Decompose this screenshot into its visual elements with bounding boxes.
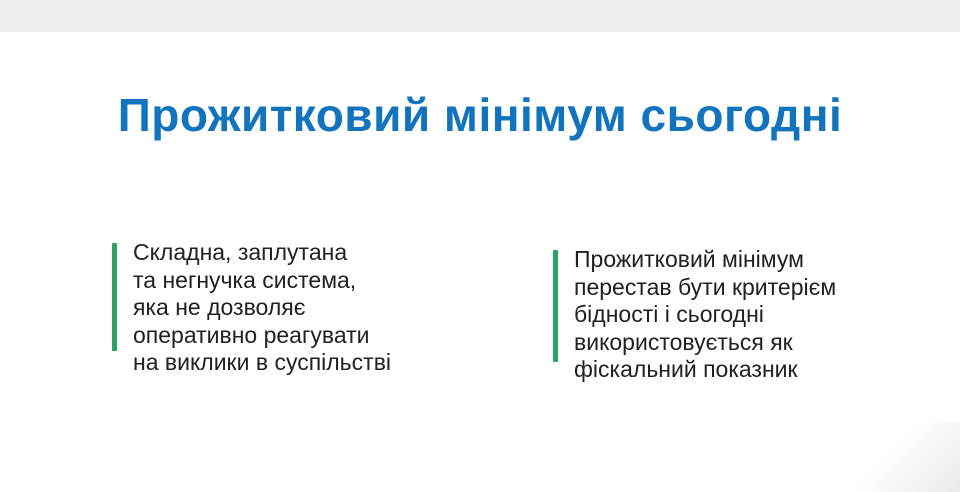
- quote-line: оперативно реагувати: [133, 321, 370, 348]
- quote-block-right: [553, 246, 836, 384]
- quote-line: фіскальний показник: [574, 356, 798, 382]
- quote-line: бідності і сьогодні: [574, 301, 764, 327]
- quote-line: на виклики в суспільстві: [133, 349, 392, 375]
- quote-block-left: [112, 239, 391, 377]
- slide-title: Прожитковий мінімум сьогодні: [117, 89, 843, 141]
- quote-text-right: [574, 246, 836, 384]
- quote-line: перестав бути критерієм: [574, 273, 837, 300]
- corner-shadow: [820, 422, 960, 492]
- green-accent-bar: [112, 243, 117, 351]
- quote-line: яка не дозволяє: [133, 294, 306, 320]
- green-accent-bar: [553, 250, 558, 362]
- quote-line: використовується як: [574, 328, 793, 355]
- quote-line: Прожитковий мінімум: [574, 246, 804, 272]
- quote-line: та негнучка система,: [133, 266, 357, 293]
- quote-text-left: [133, 239, 391, 377]
- quote-line: Складна, заплутана: [133, 239, 348, 265]
- letterbox-strip: [0, 0, 960, 32]
